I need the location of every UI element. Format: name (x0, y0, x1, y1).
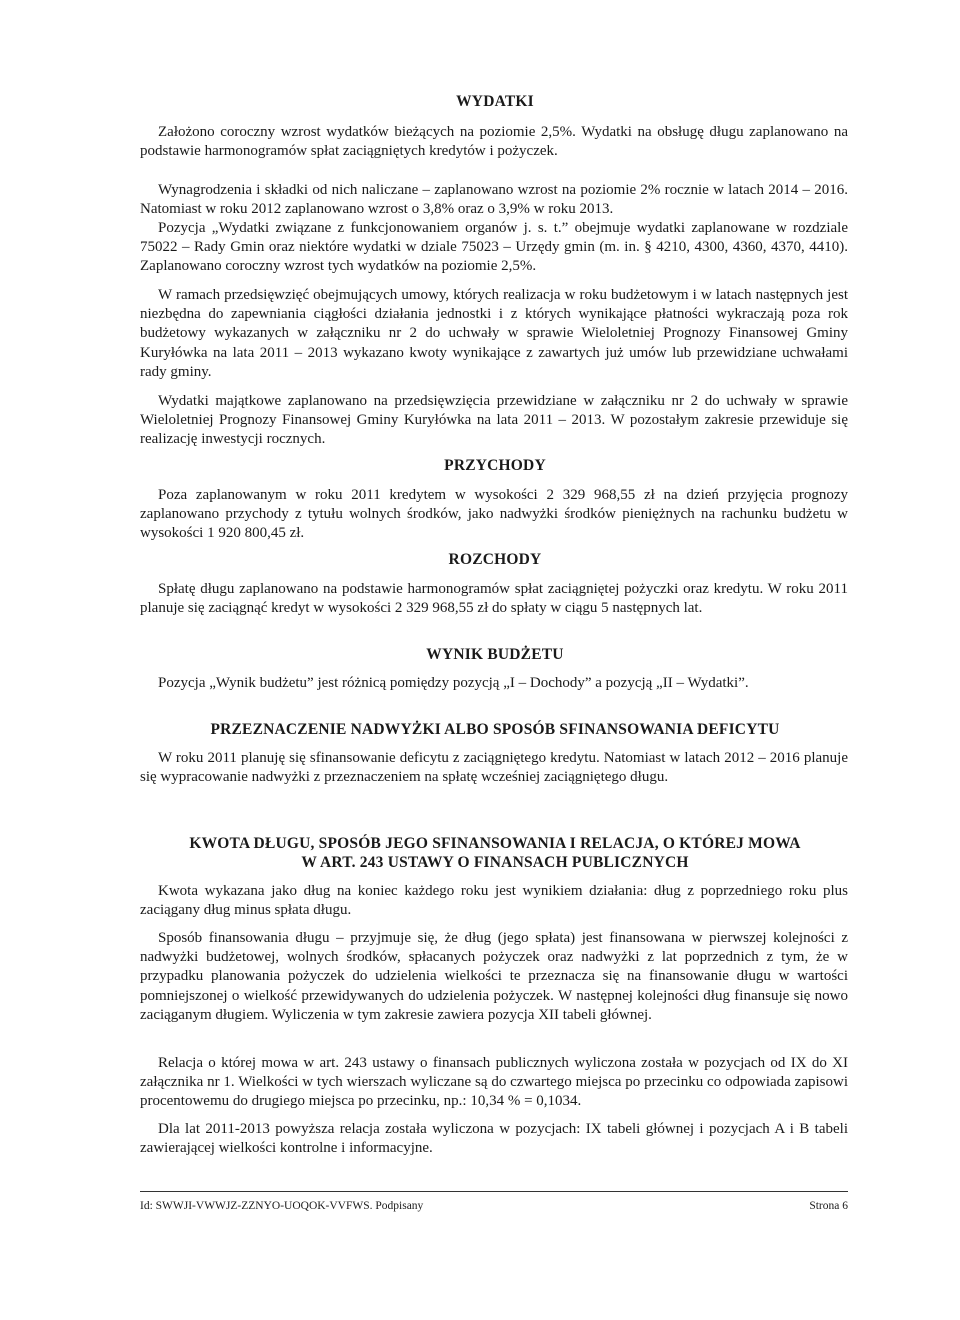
paragraph-kwota-2: Sposób finansowania długu – przyjmuje się, że dług (jego spłata) jest finansowana w pierwszej kolejności z nadwyżki budżetowej, wolnych środków, spłacanych pożyczek oraz nadwyżki z lat poprzednich z tym, że w przypadku planowania pożyczek do udzielenia wielkości te przeznacza się na finansowanie długu w wartości pomniejszonej o wielkość przewidywanych do udzielenia pożyczek. W następnej kolejności dług finansuje się nowo zaciąganym długiem. Wyliczenia w tym zakresie zawiera pozycja XII tabeli głównej. (140, 930, 848, 1023)
heading-wydatki: WYDATKI (456, 93, 534, 110)
paragraph-kwota-1: Kwota wykazana jako dług na koniec każdego roku jest wynikiem działania: dług z poprzedniego roku plus zaciągany dług minus spłata długu. (140, 883, 848, 919)
paragraph-kwota-4: Dla lat 2011-2013 powyższa relacja została wyliczona w pozycjach: IX tabeli głównej i pozycjach A i B tabeli zawierającej wielkości kontrolne i informacyjne. (140, 1121, 848, 1157)
footer-divider (140, 1191, 848, 1192)
heading-kwota-dlugu-line1: KWOTA DŁUGU, SPOSÓB JEGO SFINANSOWANIA I RELACJA, O KTÓREJ MOWA (189, 835, 801, 852)
paragraph-wydatki-3: Pozycja „Wydatki związane z funkcjonowaniem organów j. s. t.” obejmuje wydatki zaplanowane w rozdziale 75022 – Rady Gmin oraz niektóre wydatki w dziale 75023 – Urzędy gmin (m. in. § 4210, 4300, 4360, 4370, 4410). Zaplanowano coroczny wzrost tych wydatków na poziomie 2,5%. (140, 220, 848, 275)
paragraph-wydatki-1: Założono coroczny wzrost wydatków bieżących na poziomie 2,5%. Wydatki na obsługę długu zaplanowano na podstawie harmonogramów spłat zaciągniętych kredytów i pożyczek. (140, 124, 848, 160)
heading-przychody: PRZYCHODY (444, 457, 546, 474)
heading-przeznaczenie-nadwyzki: PRZEZNACZENIE NADWYŻKI ALBO SPOSÓB SFINANSOWANIA DEFICYTU (210, 721, 780, 738)
paragraph-wydatki-5: Wydatki majątkowe zaplanowano na przedsięwzięcia przewidziane w załączniku nr 2 do uchwały w sprawie Wieloletniej Prognozy Finansowej Gminy Kuryłówka na lata 2011 – 2013. W pozostałym zakresie przewiduje się realizację inwestycji rocznych. (140, 393, 848, 448)
paragraph-przychody-1: Poza zaplanowanym w roku 2011 kredytem w wysokości 2 329 968,55 zł na dzień przyjęcia prognozy zaplanowano przychody z tytułu wolnych środków, jako nadwyżki środków pieniężnych na rachunku budżetu w wysokości 1 920 800,45 zł. (140, 487, 848, 542)
heading-kwota-dlugu-line2: W ART. 243 USTAWY O FINANSACH PUBLICZNYCH (301, 854, 689, 871)
paragraph-rozchody-1: Spłatę długu zaplanowano na podstawie harmonogramów spłat zaciągniętej pożyczki oraz kredytu. W roku 2011 planuje się zaciągnąć kredyt w wysokości 2 329 968,55 zł do spłaty w ciągu 5 następnych lat. (140, 581, 848, 617)
paragraph-wydatki-2: Wynagrodzenia i składki od nich naliczane – zaplanowano wzrost na poziomie 2% rocznie w latach 2014 – 2016. Natomiast w roku 2012 zaplanowano wzrost o 3,8% oraz o 3,9% w roku 2013. (140, 182, 848, 218)
paragraph-przeznaczenie-1: W roku 2011 planuję się sfinansowanie deficytu z zaciągniętego kredytu. Natomiast w latach 2012 – 2016 planuje się wypracowanie nadwyżki z przeznaczeniem na spłatę wcześniej zaciągniętego długu. (140, 750, 848, 786)
heading-rozchody: ROZCHODY (448, 551, 542, 568)
footer-document-id: Id: SWWJI-VWWJZ-ZZNYO-UOQOK-VVFWS. Podpisany (140, 1200, 424, 1212)
heading-wynik-budzetu: WYNIK BUDŻETU (426, 646, 564, 663)
footer-page-number: Strona 6 (809, 1200, 848, 1212)
paragraph-wydatki-4: W ramach przedsięwzięć obejmujących umowy, których realizacja w roku budżetowym i w latach następnych jest niezbędna do zapewniania ciągłości działania jednostki i z których wynikające płatności wykraczają poza rok budżetowy wykazanych w załączniku nr 2 do uchwały w sprawie Wieloletniej Prognozy Finansowej Gminy Kuryłówka na lata 2011 – 2013 wykazano kwoty wynikające z zawartych już umów lub przewidziane uchwałami rady gminy. (140, 287, 848, 380)
paragraph-kwota-3: Relacja o której mowa w art. 243 ustawy o finansach publicznych wyliczona została w pozycjach od IX do XI załącznika nr 1. Wielkości w tych wierszach wyliczane są do czwartego miejsca po przecinku co odpowiada zapisowi procentowemu do drugiego miejsca po przecinku, np.: 10,34 % = 0,1034. (140, 1055, 848, 1110)
paragraph-wynik-1: Pozycja „Wynik budżetu” jest różnicą pomiędzy pozycją „I – Dochody” a pozycją „II – Wydatki”. (158, 675, 749, 691)
